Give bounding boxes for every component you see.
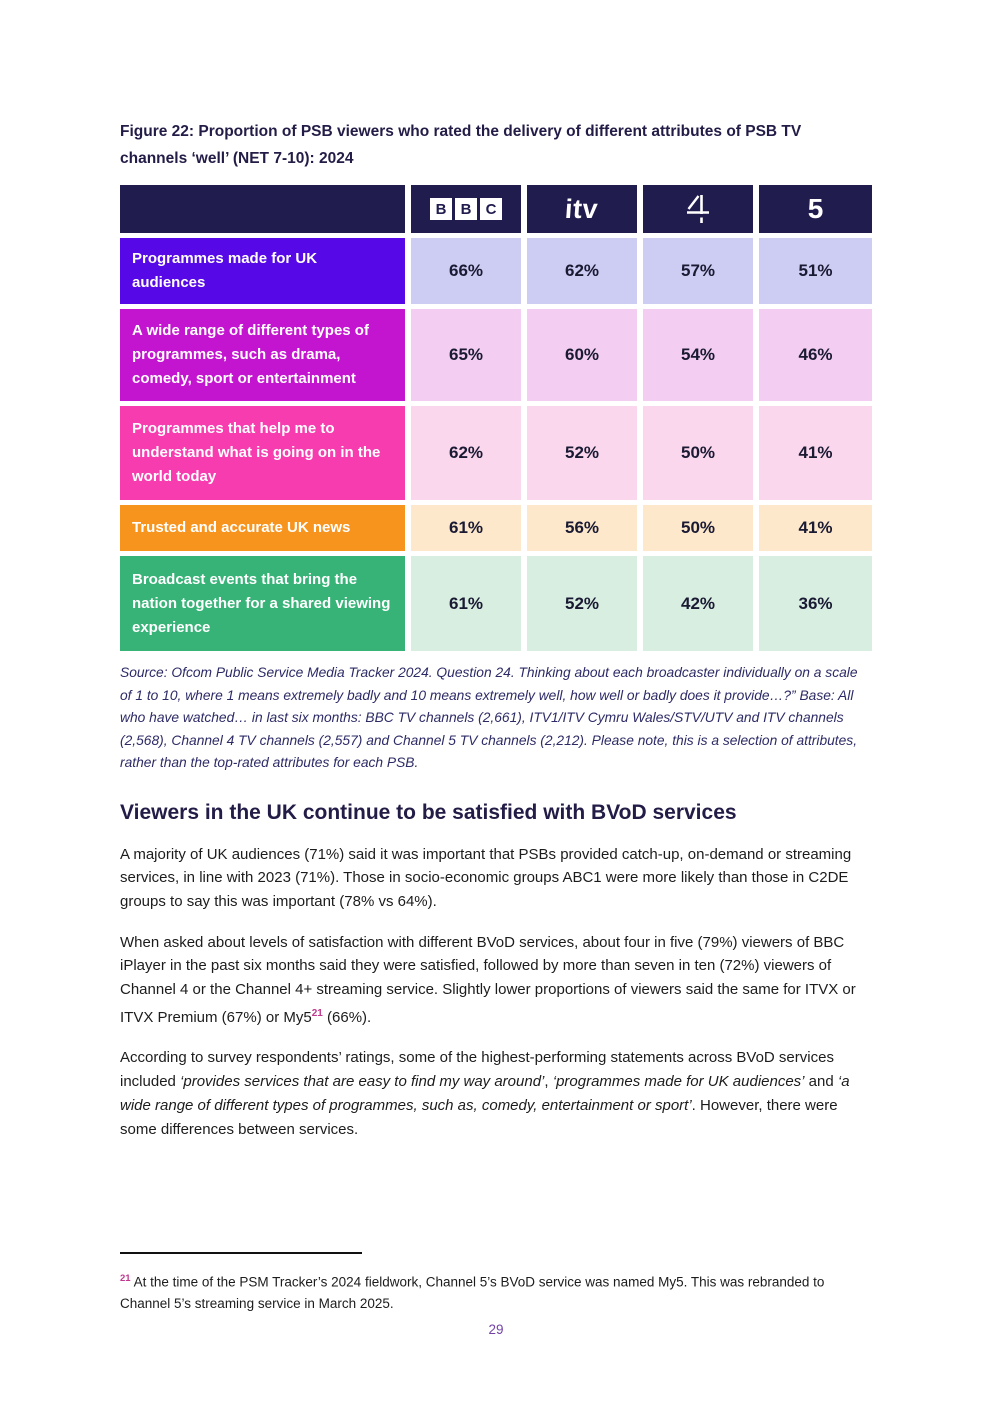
- page-content: [120, 0, 872, 1141]
- psb-attributes-table: [120, 185, 872, 651]
- bbc-header-cell: [411, 185, 521, 233]
- table-corner-cell: [120, 185, 405, 233]
- value-cell-itv: 52%: [527, 406, 637, 500]
- value-cell-bbc: 61%: [411, 505, 521, 551]
- separator-text: and: [804, 1073, 838, 1091]
- value-cell-itv: 52%: [527, 556, 637, 651]
- value-cell-channel5: 41%: [759, 505, 872, 551]
- figure-title: Figure 22: Proportion of PSB viewers who rated the delivery of different attributes of PSB TV channels ‘well’ (NET 7-10): 2024: [120, 123, 802, 167]
- row-label: Trusted and accurate UK news: [120, 505, 405, 551]
- figure-source-note: Source: Ofcom Public Service Media Tracker 2024. Question 24. Thinking about each broadcaster individually on a scale of 1 to 10, where 1 means extremely badly and 10 means extremely well, how well or badly does it provide…?” Base: All who have watched… in last six months: BBC TV channels (2,661), ITV1/ITV Cymru Wales/STV/UTV and ITV channels (2,568), Channel 4 TV channels (2,557) and Channel 5 TV channels (2,212). Please note, this is a selection of attributes, rather than the top-rated attributes for each PSB.: [120, 665, 858, 770]
- channel5-logo: 5: [807, 193, 824, 224]
- row-label: Programmes that help me to understand what is going on in the world today: [120, 406, 405, 500]
- bbc-logo: [430, 198, 502, 220]
- paragraph-2: [120, 931, 872, 1030]
- value-cell-bbc: 61%: [411, 556, 521, 651]
- footnote-text: [120, 1268, 872, 1315]
- footnote-separator-rule: [120, 1252, 362, 1254]
- value-cell-channel5: 46%: [759, 309, 872, 401]
- paragraph-3-text: According to survey respondents’ ratings, some of the highest-performing statements across BVoD services included: [120, 1049, 834, 1091]
- value-cell-bbc: 62%: [411, 406, 521, 500]
- page-number: 29: [488, 1321, 504, 1337]
- table-row: [120, 238, 872, 304]
- section-heading: Viewers in the UK continue to be satisfied with BVoD services: [120, 800, 737, 824]
- paragraph-2-text-after: (66%).: [322, 1008, 372, 1026]
- row-label: A wide range of different types of programmes, such as drama, comedy, sport or entertainment: [120, 309, 405, 401]
- quoted-statement: ‘a wide range of different types of programmes, such as, comedy, entertainment or sport’: [120, 1073, 850, 1114]
- footnote-body: At the time of the PSM Tracker’s 2024 fieldwork, Channel 5’s BVoD service was named My5. This was rebranded to Channel 5’s streaming service in March 2025.: [120, 1274, 825, 1311]
- row-label: Broadcast events that bring the nation together for a shared viewing experience: [120, 556, 405, 651]
- value-cell-bbc: 65%: [411, 309, 521, 401]
- table-row: [120, 505, 872, 551]
- paragraph-3: [120, 1046, 872, 1141]
- table-header-row: [120, 185, 872, 233]
- value-cell-bbc: 66%: [411, 238, 521, 304]
- value-cell-channel5: 36%: [759, 556, 872, 651]
- paragraph-2-text: When asked about levels of satisfaction with different BVoD services, about four in five (79%) viewers of BBC iPlayer in the past six months said they were satisfied, followed by more than seven in ten (72%) viewers of Channel 4 or the Channel 4+ streaming service. Slightly lower proportions of viewers said the same for ITVX or ITVX Premium (67%) or My5: [120, 933, 856, 1026]
- page-footer: [120, 1252, 872, 1337]
- channel4-logo: [685, 193, 711, 225]
- quoted-statement: ‘provides services that are easy to find my way around’: [180, 1073, 545, 1091]
- value-cell-channel5: 41%: [759, 406, 872, 500]
- value-cell-channel4: 42%: [643, 556, 753, 651]
- value-cell-channel4: 50%: [643, 505, 753, 551]
- value-cell-channel4: 50%: [643, 406, 753, 500]
- value-cell-itv: 56%: [527, 505, 637, 551]
- bbc-letter-box: B: [455, 198, 477, 220]
- channel4-header-cell: [643, 185, 753, 233]
- separator-text: ,: [544, 1073, 553, 1091]
- value-cell-itv: 62%: [527, 238, 637, 304]
- footnote-marker: 21: [120, 1273, 131, 1284]
- table-row: [120, 309, 872, 401]
- footnote-reference[interactable]: 21: [311, 1007, 323, 1019]
- paragraph-3-text-end: . However, there were some differences between services.: [120, 1096, 838, 1138]
- value-cell-channel4: 57%: [643, 238, 753, 304]
- bbc-letter-box: B: [430, 198, 452, 220]
- channel5-header-cell: [759, 185, 872, 233]
- table-row: [120, 556, 872, 651]
- value-cell-itv: 60%: [527, 309, 637, 401]
- value-cell-channel4: 54%: [643, 309, 753, 401]
- row-label: Programmes made for UK audiences: [120, 238, 405, 304]
- value-cell-channel5: 51%: [759, 238, 872, 304]
- paragraph-1: A majority of UK audiences (71%) said it was important that PSBs provided catch-up, on-demand or streaming services, in line with 2023 (71%). Those in socio-economic groups ABC1 were more likely than those in C2DE groups to say this was important (78% vs 64%).: [120, 845, 852, 910]
- quoted-statement: ‘programmes made for UK audiences’: [552, 1073, 805, 1091]
- itv-logo: itv: [564, 193, 600, 224]
- table-row: [120, 406, 872, 500]
- bbc-letter-box: C: [480, 198, 502, 220]
- itv-header-cell: [527, 185, 637, 233]
